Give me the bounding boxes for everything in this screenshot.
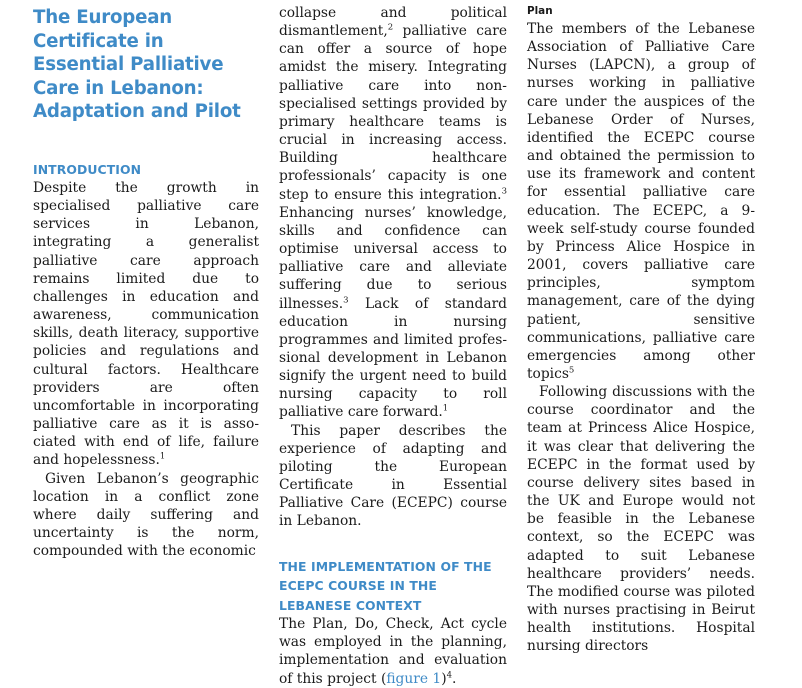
reference-1b[interactable]: 1	[442, 403, 449, 414]
intro-p2-text-d-cont: nursing	[407, 313, 507, 330]
intro-p1-text: Despite the growth in specialised palliative care services in Lebanon, integrating a generalist palliative care approach remains limited due to challenges in education and awareness, communication skills, death literacy, supportive policies and regulations and cultural factors. Healthcare providers are often uncomfortable in incorporating palliative care as it is associated with end of life, failure and hopelessness.	[33, 180, 259, 469]
intro-p2-text-c-cont: serious	[431, 277, 507, 294]
intro-p2-text-b-cont: provided	[417, 95, 485, 112]
intro-p2-text-b-cont: access.	[442, 132, 508, 149]
intro-p2-text-b-cont: is	[480, 113, 508, 130]
intro-p2-text-c-cont: to	[392, 277, 432, 294]
intro-p2-text-d: Lack	[348, 295, 399, 312]
intro-p2-text-b-cont: in	[327, 132, 355, 149]
plan-paragraph-1	[527, 20, 755, 383]
intro-p2-text-d-cont: to	[417, 386, 458, 403]
intro-p2-text-c-cont: access	[417, 241, 479, 258]
article-title: The European Certificate in Essential Palliative Care in Lebanon: Adaptation and Pilot	[33, 7, 241, 122]
intro-p2-text-b-cont: offer	[303, 41, 351, 58]
intro-p2-text-b-cont: to	[308, 186, 329, 203]
intro-p2-text-c-cont: alleviate	[431, 259, 507, 276]
intro-p2-text-b-cont: one	[469, 168, 507, 185]
column-2	[279, 0, 507, 688]
intro-p2-text-b-cont: Building	[279, 150, 338, 167]
intro-p2-text-d-cont: build	[465, 368, 507, 385]
intro-p2-text-a: Given Lebanon’s geographic location in a conflict zone where daily suffering and uncertainty is the norm, compounded with the economic	[33, 470, 259, 560]
intro-p2-text-a-cont: collapse	[279, 5, 337, 21]
intro-p2-text-c: Enhancing	[279, 204, 354, 221]
intro-p2-text-b-cont: source	[372, 41, 433, 58]
intro-p2-text-d-cont: signify	[279, 368, 326, 385]
intro-p2-text-a-cont: political	[406, 5, 507, 21]
impl-p1-text-c: .	[452, 670, 457, 687]
intro-p2-text-d-cont: forward.	[378, 404, 443, 421]
impl-p1-text-a: The Plan, Do, Check, Act cycle was employed in the planning, implementation and evaluation of this project (	[279, 616, 507, 687]
intro-p2-text-c-cont: illnesses.	[279, 295, 344, 312]
intro-p2-text-b-cont: healthcare	[337, 150, 507, 167]
intro-p2-text-b-cont: amidst	[279, 59, 327, 76]
intro-p2-text-b-cont: of	[432, 41, 460, 58]
intro-p2-text-c-cont: and	[390, 259, 432, 276]
intro-p2-text-b-cont: integration.	[413, 186, 502, 203]
intro-p2-text-c-cont: skills	[279, 222, 315, 239]
intro-paragraph-1	[33, 179, 259, 470]
reference-4[interactable]: 4	[446, 669, 452, 680]
column-3	[527, 0, 755, 655]
intro-p2-text-b-cont: is	[446, 168, 470, 185]
plan-p1-text: The members of the Lebanese Association of Palliative Care Nurses (LAPCN), a group of nurses working in palliative care under the auspices of the Lebanese Order of Nurses, identified the ECEPC course and obtained the permission to use its framework and content for essential palliative care education. The ECEPC, a 9-week self-study course founded by Princess Alice Hospice in 2001, covers palliative care principles, symptom management, care of the dying patient, sensitive communications, palliative care emergencies among other topics	[527, 21, 755, 382]
intro-p2-text-d-cont: to	[446, 368, 466, 385]
intro-p2-text-b-cont: settings	[356, 95, 418, 112]
intro-p2-text-b-cont: capacity	[375, 168, 447, 185]
implementation-heading: THE IMPLEMENTATION OF THE ECEPC COURSE IN THE LEBANESE CONTEXT	[279, 558, 492, 613]
intro-p2-text-b-cont: crucial	[279, 132, 327, 149]
intro-p2-text-c-cont: and	[314, 222, 363, 239]
intro-p2-text-d-cont: roll	[457, 386, 507, 403]
intro-p2-text-d-cont: palliative	[279, 404, 344, 421]
column-1	[33, 0, 259, 560]
reference-3a[interactable]: 3	[501, 185, 507, 196]
introduction-heading: INTRODUCTION	[33, 161, 142, 177]
intro-p2-text-d-cont: limited	[398, 331, 454, 348]
figure-1-link[interactable]: figure 1	[386, 670, 442, 687]
intro-p2-text-b-cont: care	[343, 77, 400, 94]
intro-p2-text-d-cont: education	[279, 313, 348, 330]
intro-p2-text-d-cont: Lebanon	[438, 349, 507, 366]
intro-p2-text-d-cont: professional	[279, 331, 507, 366]
intro-p2-text-b-cont: non-specialised	[279, 77, 507, 112]
intro-p2-text-b-cont: teams	[424, 113, 481, 130]
reference-5[interactable]: 5	[568, 365, 575, 376]
intro-p2-text-b-cont: healthcare	[334, 113, 425, 130]
intro-p2-text-d-cont: in	[418, 349, 439, 366]
intro-p2-text-a-cont: and	[336, 5, 407, 21]
intro-p2-text-c-cont: can	[460, 222, 507, 239]
intro-p2-text-b-cont: misery.	[358, 59, 418, 76]
intro-p2-text-b: palliative	[393, 23, 467, 40]
intro-p2-text-c-cont: palliative	[279, 259, 344, 276]
intro-p2-text-c-cont: confidence	[362, 222, 461, 239]
intro-paragraph-2-continued	[279, 4, 507, 422]
reference-2[interactable]: 2	[387, 22, 394, 33]
intro-p2-text-c-cont: knowledge,	[415, 204, 508, 221]
intro-p2-text-b-cont: step	[279, 186, 309, 203]
intro-p2-text-d-cont: the	[325, 368, 354, 385]
intro-p2-text-c-cont: suffering	[279, 277, 342, 294]
intro-p2-text-b-cont: care	[466, 23, 507, 40]
intro-p2-text-c-cont: care	[343, 259, 390, 276]
intro-p2-text-a-cont: dismantlement,	[279, 23, 388, 40]
intro-p2-text-d-cont: programmes	[279, 331, 368, 348]
intro-p2-text-b-cont: the	[326, 59, 359, 76]
intro-p2-text-d-cont: nursing	[279, 386, 333, 403]
intro-p2-text-d-cont: need	[406, 368, 447, 385]
intro-p2-text-c-cont: universal	[338, 241, 418, 258]
implementation-paragraph-1	[279, 615, 507, 688]
intro-paragraph-3: This paper describes the experience of adapting and piloting the European Certificate in Essential Palliative Care (ECEPC) course in Lebanon.	[279, 422, 507, 530]
intro-p2-text-d-cont: of	[398, 295, 429, 312]
intro-p2-text-d-cont: standard	[428, 295, 507, 312]
plan-paragraph-2: Following discussions with the course coordinator and the team at Princess Alice Hospice, it was clear that delivering the ECEPC in the format used by course delivery sites based in the UK and Europe would not be feasible in the Lebanese context, so the ECEPC was adapted to suit Lebanese healthcare providers’ needs. The modified course was piloted with nurses practising in Beirut health institutions. Hospital nursing directors	[527, 384, 755, 655]
intro-p2-text-b-cont: a	[350, 41, 373, 58]
intro-p2-text-b-cont: palliative	[279, 77, 344, 94]
plan-heading: Plan	[527, 5, 553, 17]
intro-p2-text-b-cont: hope	[459, 41, 507, 58]
intro-p2-text-d-cont: development	[320, 349, 419, 366]
intro-p2-text-b-cont: ensure	[328, 186, 382, 203]
intro-p2-text-d-cont: in	[348, 313, 408, 330]
reference-1[interactable]: 1	[159, 451, 166, 462]
intro-p2-text-b-cont: primary	[279, 113, 335, 130]
intro-p2-text-d-cont: care	[343, 404, 379, 421]
intro-p2-text-d-cont: urgent	[353, 368, 407, 385]
intro-p2-text-c-cont: to	[478, 241, 507, 258]
intro-p2-text-d-cont: capacity	[332, 386, 418, 403]
intro-p2-text-b-cont: by	[484, 95, 508, 112]
intro-p2-text-b-cont: professionals’	[279, 168, 376, 185]
intro-p2-text-c-cont: due	[341, 277, 393, 294]
impl-p1-text-b: )	[441, 670, 447, 687]
intro-p2-text-c-cont: optimise	[279, 241, 339, 258]
intro-p2-text-d-cont: and	[367, 331, 399, 348]
intro-p2-text-b-cont: this	[381, 186, 414, 203]
intro-p2-text-b-cont: into	[399, 77, 452, 94]
intro-p2-text-b-cont: can	[279, 41, 304, 58]
intro-p2-text-b-cont: increasing	[354, 132, 443, 149]
intro-p2-text-c-cont: nurses’	[353, 204, 416, 221]
intro-paragraph-2	[33, 470, 259, 561]
intro-p2-text-b-cont: Integrating	[417, 59, 507, 76]
reference-3b[interactable]: 3	[343, 294, 349, 305]
